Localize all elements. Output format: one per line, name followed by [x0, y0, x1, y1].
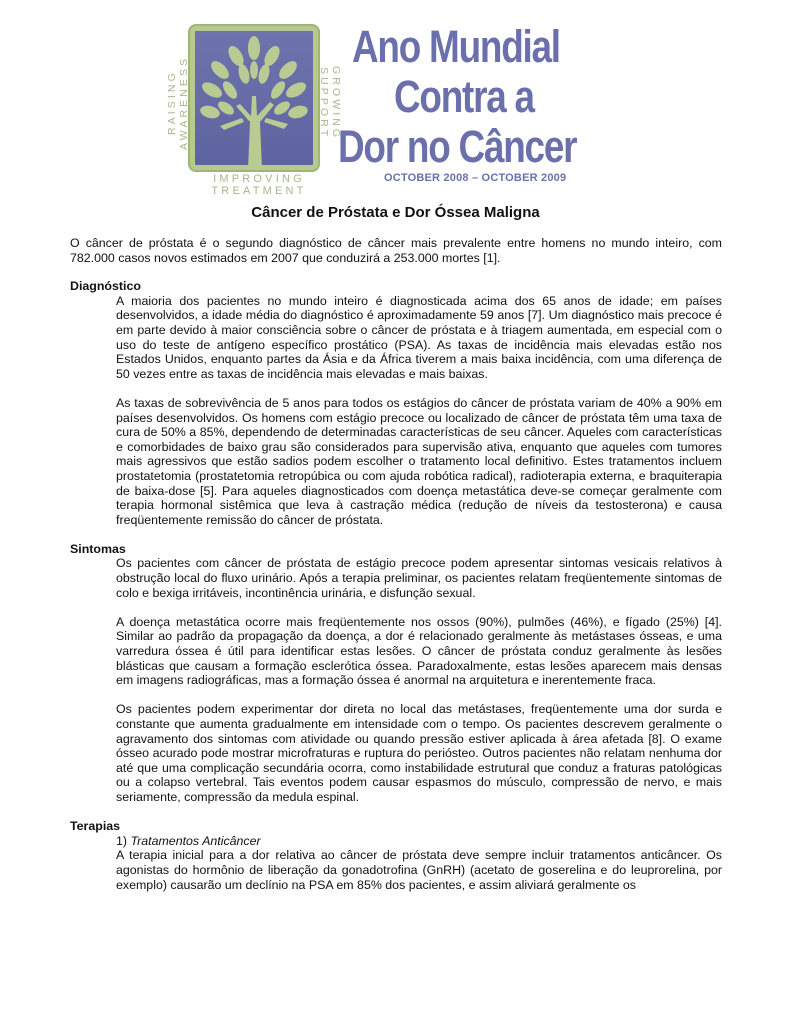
paragraph: Os pacientes com câncer de próstata de estágio precoce podem apresentar sintomas vesicais relativos à obstrução local do fluxo urinário. Após a terapia preliminar, os pacientes relatam freqüentemente sintomas de colo e bexiga irritáveis, incontinência urinária, e disfunção sexual.: [116, 556, 722, 600]
section-heading-terapias: Terapias: [70, 819, 121, 834]
paragraph: A doença metastática ocorre mais freqüentemente nos ossos (90%), pulmões (46%), e fígado (25%) [4]. Similar ao padrão da propagação da doença, a dor é relacionado geralmente às metástases ósseas, e uma varredura óssea é útil para identificar estas lesões. O câncer de próstata conduz geralmente às lesões blásticas que causam a formação esclerótica óssea. Paradoxalmente, estas lesões aparecem mais densas em imagens radiográficas, mas a formação óssea é anormal na arquitetura e inerentemente fraca.: [116, 614, 722, 688]
banner-title-line-1: Ano Mundial: [352, 21, 560, 72]
paragraph: A maioria dos pacientes no mundo inteiro é diagnosticada acima dos 65 anos de idade; em países desenvolvidos, a idade média do diagnóstico é aproximadamente 59 anos [7]. Um diagnóstico mais precoce é em parte devido à maior consciência sobre o câncer de próstata e à triagem aumentada, em especial com o uso do teste de antígeno específico prostático (PSA). As taxas de incidência mais elevadas estão nos Estados Unidos, enquanto partes da Ásia e da África tiverem a mais baixa incidência, com uma diferença de 50 vezes entre as taxas de incidência mais elevadas e mais baixas.: [116, 293, 722, 381]
subsection-title: Tratamentos Anticâncer: [130, 833, 261, 848]
improving-treatment-label: IMPROVING TREATMENT: [211, 173, 307, 197]
section-heading-sintomas: Sintomas: [70, 541, 126, 556]
section-terapias: [70, 834, 722, 892]
document-body: [70, 236, 722, 907]
document-title: Câncer de Próstata e Dor Óssea Maligna: [251, 204, 540, 221]
raising-awareness-label: RAISING AWARENESS: [166, 55, 190, 151]
paragraph: As taxas de sobrevivência de 5 anos para todos os estágios do câncer de próstata variam de 40% a 90% em países desenvolvidos. Os homens com estágio precoce ou localizado de câncer de próstata têm uma taxa de cura de 50% a 85%, dependendo de determinadas características de seu câncer. Aqueles com características e comorbidades de baixo grau são considerados para supervisão ativa, enquanto que aqueles com tumores mais agressivos que estão sadios podem escolher o tratamento local definitivo. Estes tratamentos incluem prostatetomia (prostatetomia retropúbica ou com ajuda robótica radical), radioterapia externa, e braquiterapia de baixa-dose [5]. Para aqueles diagnosticados com doença metastática deve-se começar geralmente com terapia hormonal sistêmica que leva à castração médica (redução de níveis da testosterona) e causa freqüentemente remissão do câncer de próstata.: [116, 395, 722, 527]
growing-support-label: GROWING SUPPORT: [318, 65, 342, 141]
header-banner: [160, 18, 630, 197]
campaign-dates: OCTOBER 2008 – OCTOBER 2009: [384, 172, 567, 184]
subsection-number: 1): [116, 833, 128, 848]
banner-title-line-2: Contra a: [394, 71, 534, 122]
section-heading-diagnostico: Diagnóstico: [70, 279, 141, 294]
subsection-heading: [116, 834, 722, 849]
paragraph: A terapia inicial para a dor relativa ao câncer de próstata deve sempre incluir tratamentos anticâncer. Os agonistas do hormônio de liberação da gonadotrofina (GnRH) (acetato de goserelina e do leuprorelina, por exemplo) causarão um declínio na PSA em 85% dos pacientes, e assim aliviará geralmente os: [116, 848, 722, 892]
paragraph: Os pacientes podem experimentar dor direta no local das metástases, freqüentemente uma dor surda e constante que aumenta gradualmente em intensidade com o tempo. Os pacientes descrevem geralmente o agravamento dos sintomas com atividade ou quando pressão estiver aplicada à área afetada [8]. O exame ósseo acurado pode mostrar microfraturas e ruptura do periósteo. Outros pacientes não relatam nenhuma dor até que uma complicação secundária ocorra, como instabilidade estrutural que conduz a fraturas patológicas ou a colapso vertebral. Tais eventos podem causar espasmos do músculo, compressão de nervo, e mais seriamente, compressão da medula espinal.: [116, 702, 722, 804]
tree-icon: [190, 26, 318, 170]
section-diagnostico: [70, 294, 722, 528]
tree-logo: [190, 26, 318, 170]
banner-title-line-3: Dor no Câncer: [338, 121, 577, 172]
intro-paragraph: O câncer de próstata é o segundo diagnóstico de câncer mais prevalente entre homens no mundo inteiro, com 782.000 casos novos estimados em 2007 que conduzirá a 253.000 mortes [1].: [70, 236, 722, 265]
section-sintomas: [70, 556, 722, 804]
